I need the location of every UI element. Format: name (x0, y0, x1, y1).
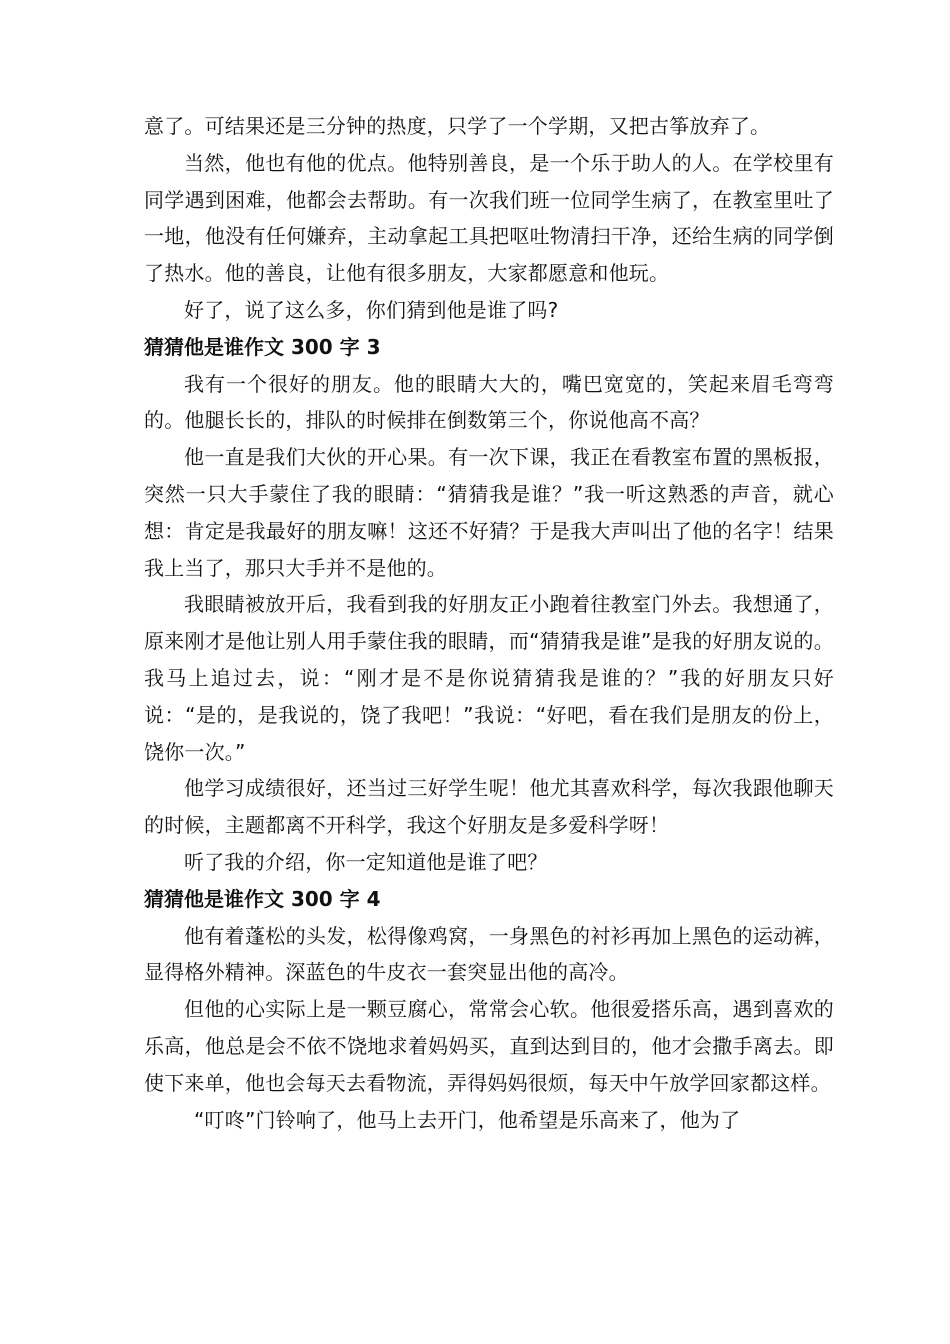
paragraph: 听了我的介绍，你一定知道他是谁了吧？ (184, 849, 548, 874)
paragraph: 但他的心实际上是一颗豆腐心，常常会心软。他很爱搭乐高，遇到喜欢的乐高，他总是会不依不饶地求着妈妈买，直到达到目的，他才会撒手离去。即使下来单，他也会每天去看物流，弄得妈妈很烦，每天中午放学回家都这样。 (144, 997, 834, 1095)
document-page (144, 108, 834, 1138)
paragraph: 当然，他也有他的优点。他特别善良，是一个乐于助人的人。在学校里有同学遇到困难，他都会去帮助。有一次我们班一位同学生病了，在教室里吐了一地，他没有任何嫌弃，主动拿起工具把呕吐物清扫干净，还给生病的同学倒了热水。他的善良，让他有很多朋友，大家都愿意和他玩。 (144, 150, 834, 286)
paragraph: 我有一个很好的朋友。他的眼睛大大的，嘴巴宽宽的，笑起来眉毛弯弯的。他腿长长的，排队的时候排在倒数第三个，你说他高不高？ (144, 371, 834, 433)
section-heading: 猜猜他是谁作文 300 字 4 (144, 886, 381, 911)
paragraph: 他学习成绩很好，还当过三好学生呢！他尤其喜欢科学，每次我跟他聊天的时候，主题都离不开科学，我这个好朋友是多爱科学呀！ (144, 776, 834, 838)
paragraph: “叮咚”门铃响了，他马上去开门，他希望是乐高来了，他为了 (194, 1107, 741, 1132)
paragraph: 好了，说了这么多，你们猜到他是谁了吗? (184, 297, 559, 322)
paragraph: 意了。可结果还是三分钟的热度，只学了一个学期，又把古筝放弃了。 (144, 114, 771, 138)
section-heading: 猜猜他是谁作文 300 字 3 (144, 334, 381, 359)
paragraph: 他一直是我们大伙的开心果。有一次下课，我正在看教室布置的黑板报，突然一只大手蒙住了我的眼睛：“猜猜我是谁？”我一听这熟悉的声音，就心想：肯定是我最好的朋友嘛！这还不好猜？于是我大声叫出了他的名字！结果我上当了，那只大手并不是他的。 (144, 445, 834, 580)
paragraph: 我眼睛被放开后，我看到我的好朋友正小跑着往教室门外去。我想通了，原来刚才是他让别人用手蒙住我的眼睛，而“猜猜我是谁”是我的好朋友说的。我马上追过去，说：“刚才是不是你说猜猜我是谁的？”我的好朋友只好说：“是的，是我说的，饶了我吧！”我说：“好吧，看在我们是朋友的份上，饶你一次。” (144, 592, 834, 764)
paragraph: 他有着蓬松的头发，松得像鸡窝，一身黑色的衬衫再加上黑色的运动裤，显得格外精神。深蓝色的牛皮衣一套突显出他的高冷。 (144, 923, 834, 985)
